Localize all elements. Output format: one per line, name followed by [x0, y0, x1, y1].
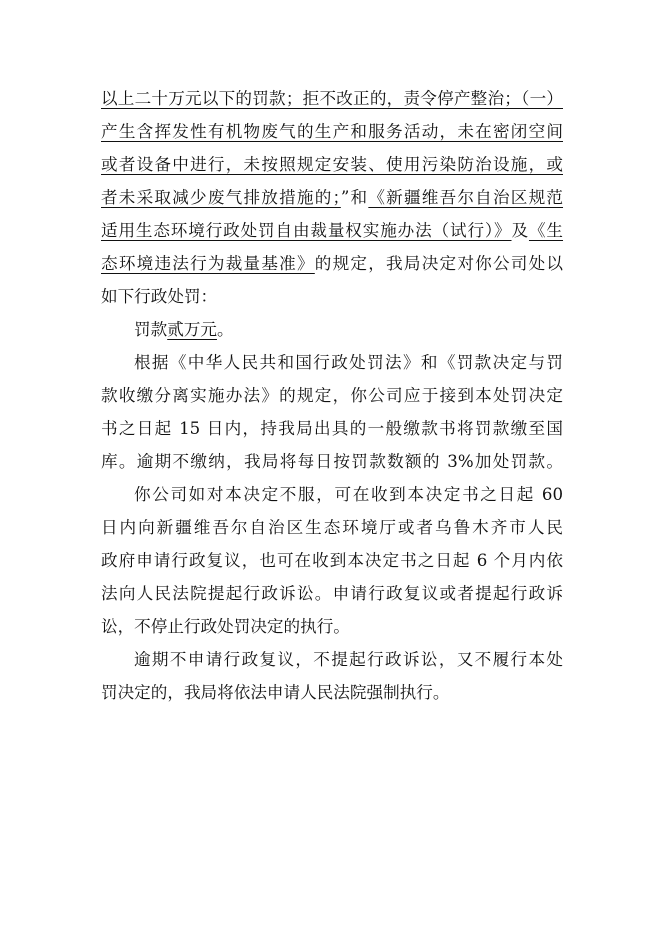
text-line: [101, 214, 563, 247]
text-line: [101, 247, 563, 280]
underlined-text-segment: 《生: [528, 221, 564, 240]
text-segment: 库。逾期不缴纳，我局将每日按罚款数额的 3%加处罚款。: [101, 452, 563, 471]
underlined-text-segment: 或者设备中进行，未按照规定安装、使用污染防治设施，或: [101, 155, 563, 174]
text-line: [101, 544, 563, 577]
text-line: [101, 181, 563, 214]
underlined-text-segment: 《新疆维吾尔自治区规范: [368, 188, 564, 207]
text-line: [101, 313, 563, 346]
text-segment: 你公司如对本决定不服，可在收到本决定书之日起 60: [134, 485, 563, 504]
text-line: [101, 82, 563, 115]
text-line: [101, 577, 563, 610]
text-segment: 逾期不申请行政复议，不提起行政诉讼，又不履行本处: [134, 650, 563, 669]
text-segment: 罚决定的，我局将依法申请人民法院强制执行。: [101, 683, 450, 702]
text-segment: 的规定，我局决定对你公司处以: [314, 254, 564, 273]
text-segment: 罚款: [134, 320, 168, 339]
underlined-text-segment: 贰万元: [167, 320, 217, 339]
text-segment: 。: [216, 320, 234, 339]
text-segment: 书之日起 15 日内，持我局出具的一般缴款书将罚款缴至国: [101, 419, 563, 438]
text-line: [101, 379, 563, 412]
text-segment: 如下行政处罚：: [101, 287, 218, 306]
underlined-text-segment: 产生含挥发性有机物废气的生产和服务活动，未在密闭空间: [101, 122, 563, 141]
text-segment: ”和: [340, 188, 369, 207]
text-line: [101, 676, 563, 709]
text-line: [101, 511, 563, 544]
text-segment: 根据《中华人民共和国行政处罚法》和《罚款决定与罚: [134, 353, 563, 372]
text-segment: 政府申请行政复议，也可在收到本决定书之日起 6 个月内依: [101, 551, 563, 570]
text-line: [101, 115, 563, 148]
text-segment: 及: [511, 221, 529, 240]
underlined-text-segment: 以上二十万元以下的罚款；拒不改正的，责令停产整治；（一）: [101, 89, 563, 108]
underlined-text-segment: 态环境违法行为裁量基准》: [101, 254, 315, 273]
text-line: [101, 280, 563, 313]
text-line: [101, 148, 563, 181]
text-line: [101, 610, 563, 643]
text-line: [101, 478, 563, 511]
text-segment: 日内向新疆维吾尔自治区生态环境厅或者乌鲁木齐市人民: [101, 518, 563, 537]
underlined-text-segment: 者未采取减少废气排放措施的；: [101, 188, 341, 207]
text-line: [101, 445, 563, 478]
text-segment: 款收缴分离实施办法》的规定，你公司应于接到本处罚决定: [101, 386, 563, 405]
document-body: [101, 82, 563, 709]
text-segment: 讼，不停止行政处罚决定的执行。: [101, 617, 350, 636]
text-line: [101, 346, 563, 379]
text-segment: 法向人民法院提起行政诉讼。申请行政复议或者提起行政诉: [101, 584, 563, 603]
text-line: [101, 643, 563, 676]
text-line: [101, 412, 563, 445]
underlined-text-segment: 适用生态环境行政处罚自由裁量权实施办法（试行）》: [101, 221, 512, 240]
